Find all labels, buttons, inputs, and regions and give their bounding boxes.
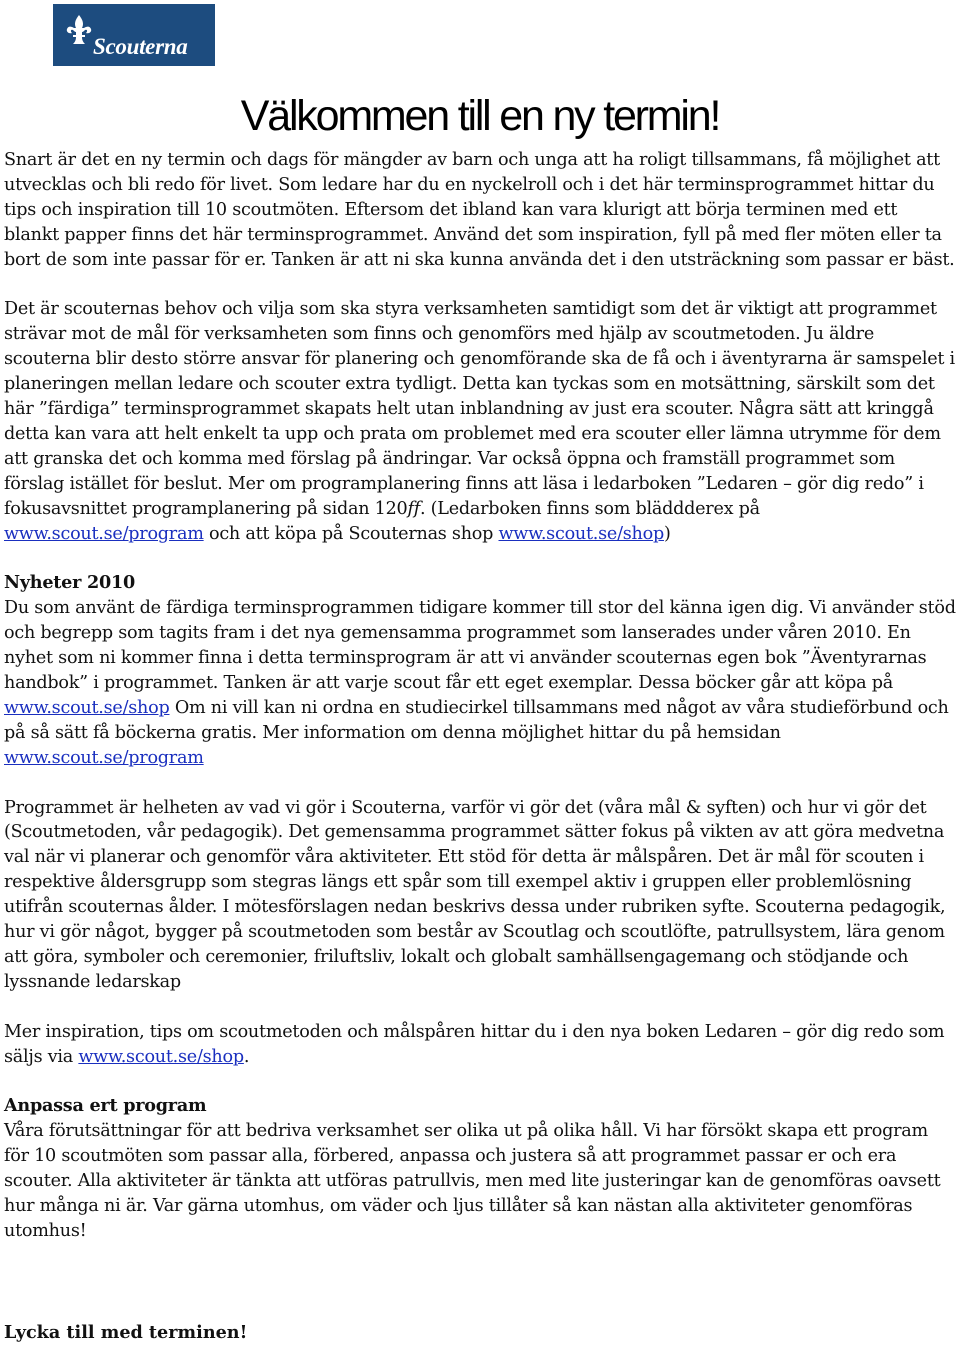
shop-link[interactable]: www.scout.se/shop <box>498 523 664 544</box>
nyheter-heading: Nyheter 2010 <box>4 572 135 594</box>
inspiration-shop-link[interactable]: www.scout.se/shop <box>78 1046 244 1067</box>
nyheter-section <box>4 571 956 770</box>
fleur-de-lis-icon <box>65 14 93 46</box>
intro-paragraph: Snart är det en ny termin och dags för mängder av barn och unga att ha roligt tillsammans, få möjlighet att utvecklas och bli redo för livet. Som ledare har du en nyckelroll och i det här terminsprogrammet hittar du tips och inspiration till 10 scoutmöten. Eftersom det ibland kan vara klurigt att börja terminen med ett blankt papper finns det här terminsprogrammet. Använd det som inspiration, fyll på med fler möten eller ta bort de som inte passar för er. Tanken är att ni ska kunna använda det i den utsträckning som passar er bäst. <box>4 150 955 270</box>
anpassa-section <box>4 1094 956 1243</box>
anpassa-text: Våra förutsättningar för att bedriva verksamhet ser olika ut på olika håll. Vi har försökt skapa ett program för 10 scoutmöten som passar alla, förbered, anpassa och justera så att programmet passar er och era scouter. Alla aktiviteter är tänkta att utföras patrullvis, men med lite justeringar kan de genomföras oavsett hur många ni är. Var gärna utomhus, om väder och ljus tillåter så kan nästan alla aktiviteter genomföras utomhus! <box>4 1121 941 1241</box>
inspiration-text-1: Mer inspiration, tips om scoutmetoden och målspåren hittar du i den nya boken Ledaren – gör dig redo som säljs via <box>4 1021 945 1067</box>
scouterna-logo <box>53 4 215 66</box>
programmet-paragraph: Programmet är helheten av vad vi gör i Scouterna, varför vi gör det (våra mål & syften) och hur vi gör det (Scoutmetoden, vår pedagogik). Det gemensamma programmet sätter fokus på vikten av att göra medvetna val när vi planerar och genomför våra aktiviteter. Ett stöd för detta är målspåren. Det är mål för scouten i respektive åldersgrupp som stegras längs ett spår som till exempel aktiv i gruppen eller problemlösning utifrån scouternas ålder. I mötesförslagen nedan beskrivs dessa under rubriken syfte. Scouterna pedagogik, hur vi gör något, bygger på scoutmetoden som består av Scoutlag och scoutlöfte, patrullsystem, lära genom att göra, symboler och ceremonier, friluftsliv, lokalt och globalt samhällsengagemang och stödjande och lyssnande ledarskap <box>4 797 946 992</box>
behov-ff: ff <box>407 498 420 519</box>
anpassa-heading: Anpassa ert program <box>4 1095 207 1117</box>
nyheter-text-1: Du som använt de färdiga terminsprogrammen tidigare kommer till stor del känna igen dig. Vi använder stöd och begrepp som tagits fram i det nya gemensamma programmet som lanserades under våren 2010. En nyhet som ni kommer finna i detta terminsprogram är att vi använder scouternas egen bok ”Äventyrarnas handbok” i programmet. Tanken är att varje scout får ett eget exemplar. Dessa böcker går att köpa på <box>4 598 956 693</box>
behov-text-1: Det är scouternas behov och vilja som ska styra verksamheten samtidigt som det är viktigt att programmet strävar mot de mål för verksamheten som finns och genomförs med hjälp av scoutmetoden. Ju äldre scouterna blir desto större ansvar för planering och genomförande ska de få och i äventyrarna är samspelet i planeringen mellan ledare och scouter extra tydligt. Detta kan tyckas som en motsättning, särskilt som det här ”färdiga” terminsprogrammet skapats helt utan inblandning av just era scouter. Några sätt att kringgå detta kan vara att helt enkelt ta upp och prata om problemet med era scouter eller lämna utrymme för dem att granska det och komma med förslag på ändringar. Var också öppna och framställ programmet som förslag istället för beslut. Mer om programplanering finns att läsa i ledarboken ”Ledaren – gör dig redo” i fokusavsnittet programplanering på sidan 120 <box>4 299 955 519</box>
logo-text: Scouterna <box>93 34 188 59</box>
behov-text-2: . (Ledarboken finns som bläddderex på <box>420 498 760 519</box>
behov-text-4: ) <box>663 523 671 544</box>
nyheter-program-link[interactable]: www.scout.se/program <box>4 747 204 768</box>
closing-line: Lycka till med terminen! <box>4 1322 248 1343</box>
behov-paragraph <box>4 297 956 546</box>
inspiration-paragraph <box>4 1020 956 1070</box>
nyheter-shop-link[interactable]: www.scout.se/shop <box>4 697 170 718</box>
page-title: Välkommen till en ny termin! <box>240 92 720 140</box>
nyheter-text-2: Om ni vill kan ni ordna en studiecirkel tillsammans med något av våra studieförbund och på så sätt få böckerna gratis. Mer information om denna möjlighet hittar du på hemsidan <box>4 697 949 743</box>
behov-text-3: och att köpa på Scouternas shop <box>203 523 499 544</box>
document-body <box>4 148 956 1269</box>
program-link[interactable]: www.scout.se/program <box>4 523 204 544</box>
inspiration-text-2: . <box>243 1046 250 1067</box>
